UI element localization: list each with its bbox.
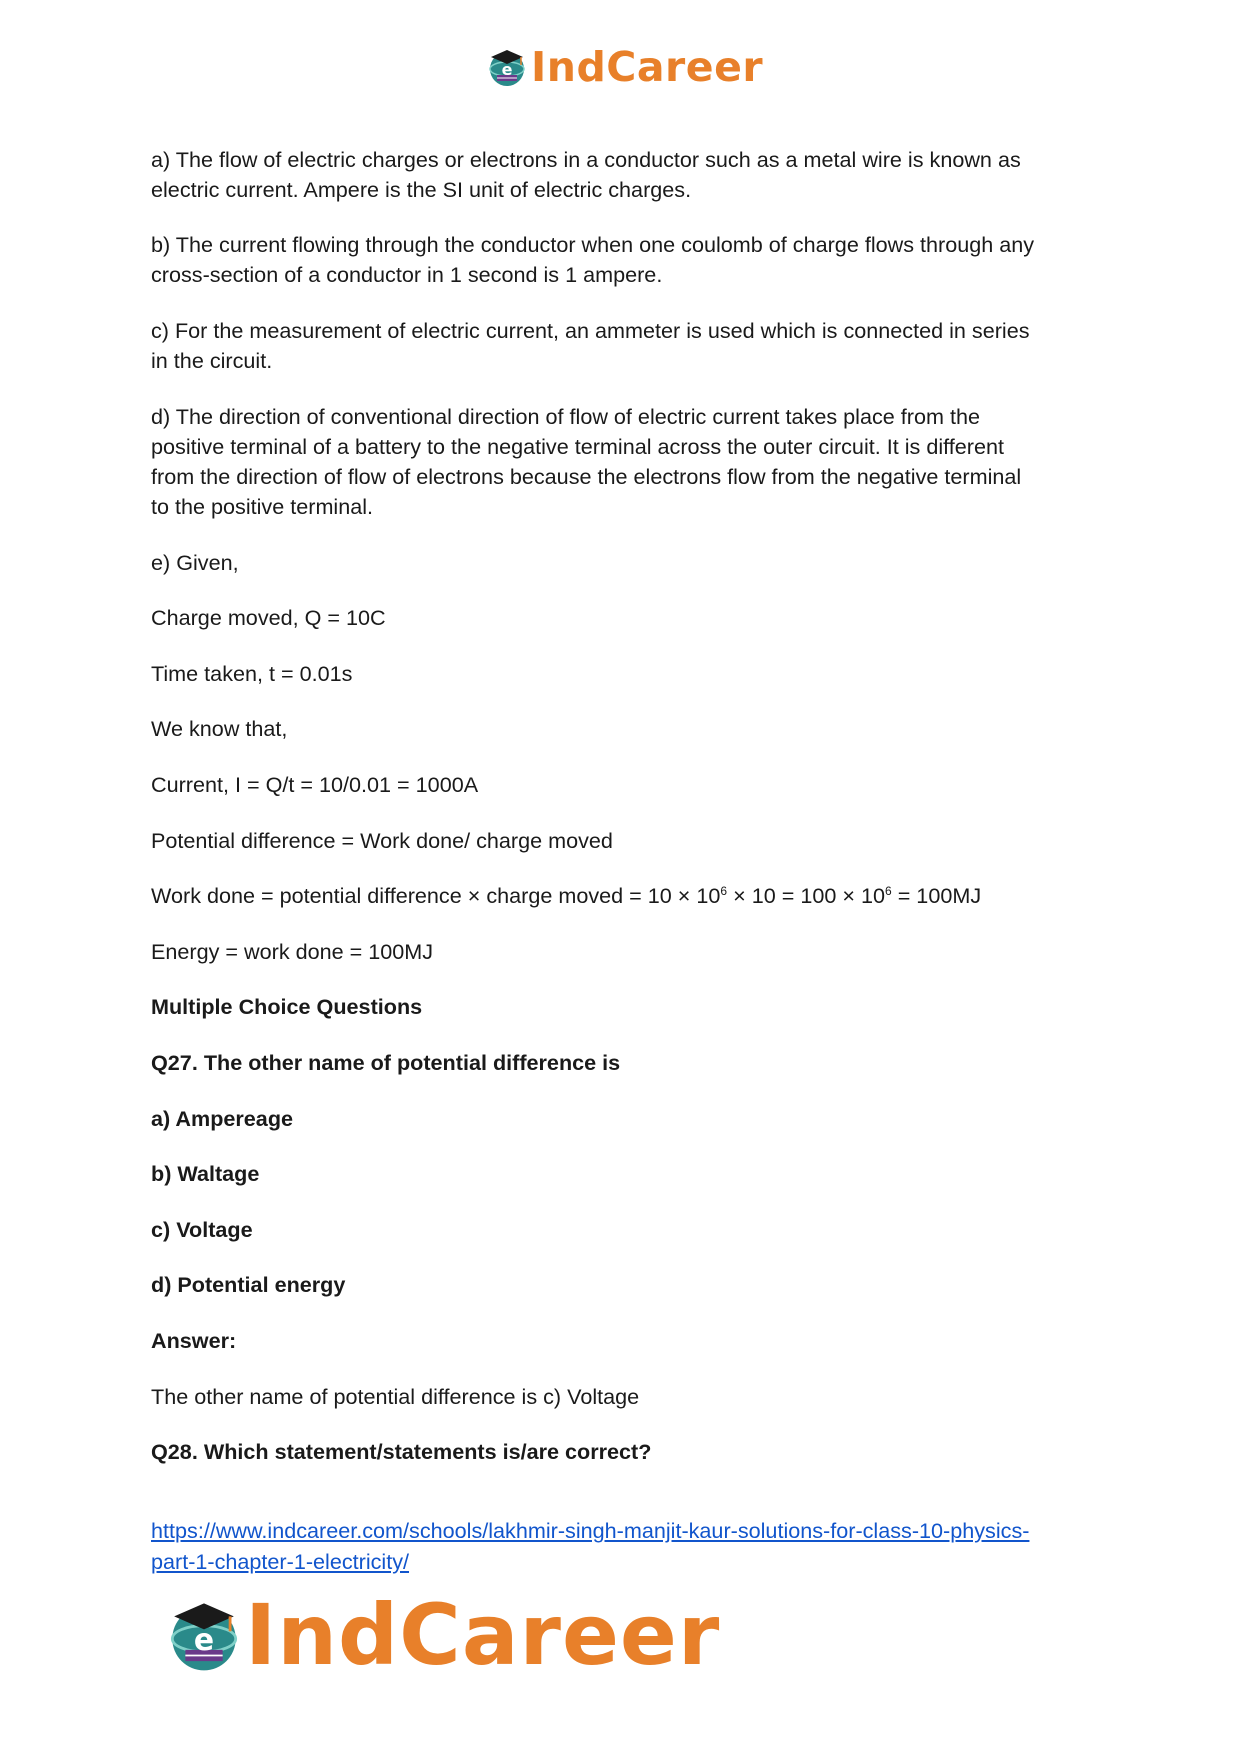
answer-e-given: e) Given, <box>151 550 239 575</box>
answer-text: The other name of potential difference is c) Voltage <box>151 1384 640 1409</box>
mcq-heading: Multiple Choice Questions <box>151 994 423 1019</box>
work-done-part-3: = 100MJ <box>891 883 982 908</box>
option-c: c) Voltage <box>151 1217 253 1242</box>
option-b: b) Waltage <box>151 1161 260 1186</box>
svg-text:e: e <box>193 1622 215 1658</box>
work-done-exponent-2: 6 <box>885 884 892 898</box>
source-link-line-2[interactable]: part-1-chapter-1-electricity/ <box>151 1548 410 1574</box>
energy-line: Energy = work done = 100MJ <box>151 939 434 964</box>
svg-text:e: e <box>501 60 513 79</box>
logo-wordmark: IndCareer <box>245 1586 721 1684</box>
answer-label: Answer: <box>151 1328 237 1353</box>
answer-d-line-4: to the positive terminal. <box>151 494 374 519</box>
source-link[interactable] <box>151 1516 1101 1577</box>
question-28: Q28. Which statement/statements is/are correct? <box>151 1439 652 1464</box>
question-27: Q27. The other name of potential difference is <box>151 1050 621 1075</box>
answer-a-line-2: electric current. Ampere is the SI unit of electric charges. <box>151 177 692 202</box>
answer-d-line-3: from the direction of flow of electrons because the electrons flow from the negative terminal <box>151 464 1022 489</box>
time-taken-line: Time taken, t = 0.01s <box>151 661 353 686</box>
header-logo <box>485 42 763 92</box>
option-a: a) Ampereage <box>151 1106 294 1131</box>
work-done-line <box>151 881 1101 912</box>
work-done-exponent-1: 6 <box>720 884 728 898</box>
footer-logo <box>163 1586 721 1684</box>
work-done-part-1: Work done = potential difference × charge moved = 10 × 10 <box>151 883 721 908</box>
source-link-line-1[interactable]: https://www.indcareer.com/schools/lakhmir-singh-manjit-kaur-solutions-for-class-10-physics- <box>151 1518 1030 1543</box>
graduation-globe-logo-icon <box>163 1594 245 1676</box>
answer-d-line-1: d) The direction of conventional direction of flow of electric current takes place from the <box>151 404 980 429</box>
potential-difference-line: Potential difference = Work done/ charge moved <box>151 828 613 853</box>
current-formula-line: Current, I = Q/t = 10/0.01 = 1000A <box>151 772 479 797</box>
answer-b-line-1: b) The current flowing through the conductor when one coulomb of charge flows through any <box>151 232 1035 257</box>
option-d: d) Potential energy <box>151 1272 346 1297</box>
logo-wordmark: IndCareer <box>531 43 764 91</box>
answer-a-line-1: a) The flow of electric charges or electrons in a conductor such as a metal wire is known as <box>151 147 1021 172</box>
work-done-part-2: × 10 = 100 × 10 <box>727 883 886 908</box>
we-know-line: We know that, <box>151 716 288 741</box>
charge-moved-line: Charge moved, Q = 10C <box>151 605 386 630</box>
answer-d-line-2: positive terminal of a battery to the negative terminal across the outer circuit. It is different <box>151 434 1004 459</box>
answer-b-line-2: cross-section of a conductor in 1 second is 1 ampere. <box>151 262 663 287</box>
graduation-globe-logo-icon <box>485 45 529 89</box>
answer-c-line-2: in the circuit. <box>151 348 273 373</box>
answer-c-line-1: c) For the measurement of electric current, an ammeter is used which is connected in series <box>151 318 1030 343</box>
